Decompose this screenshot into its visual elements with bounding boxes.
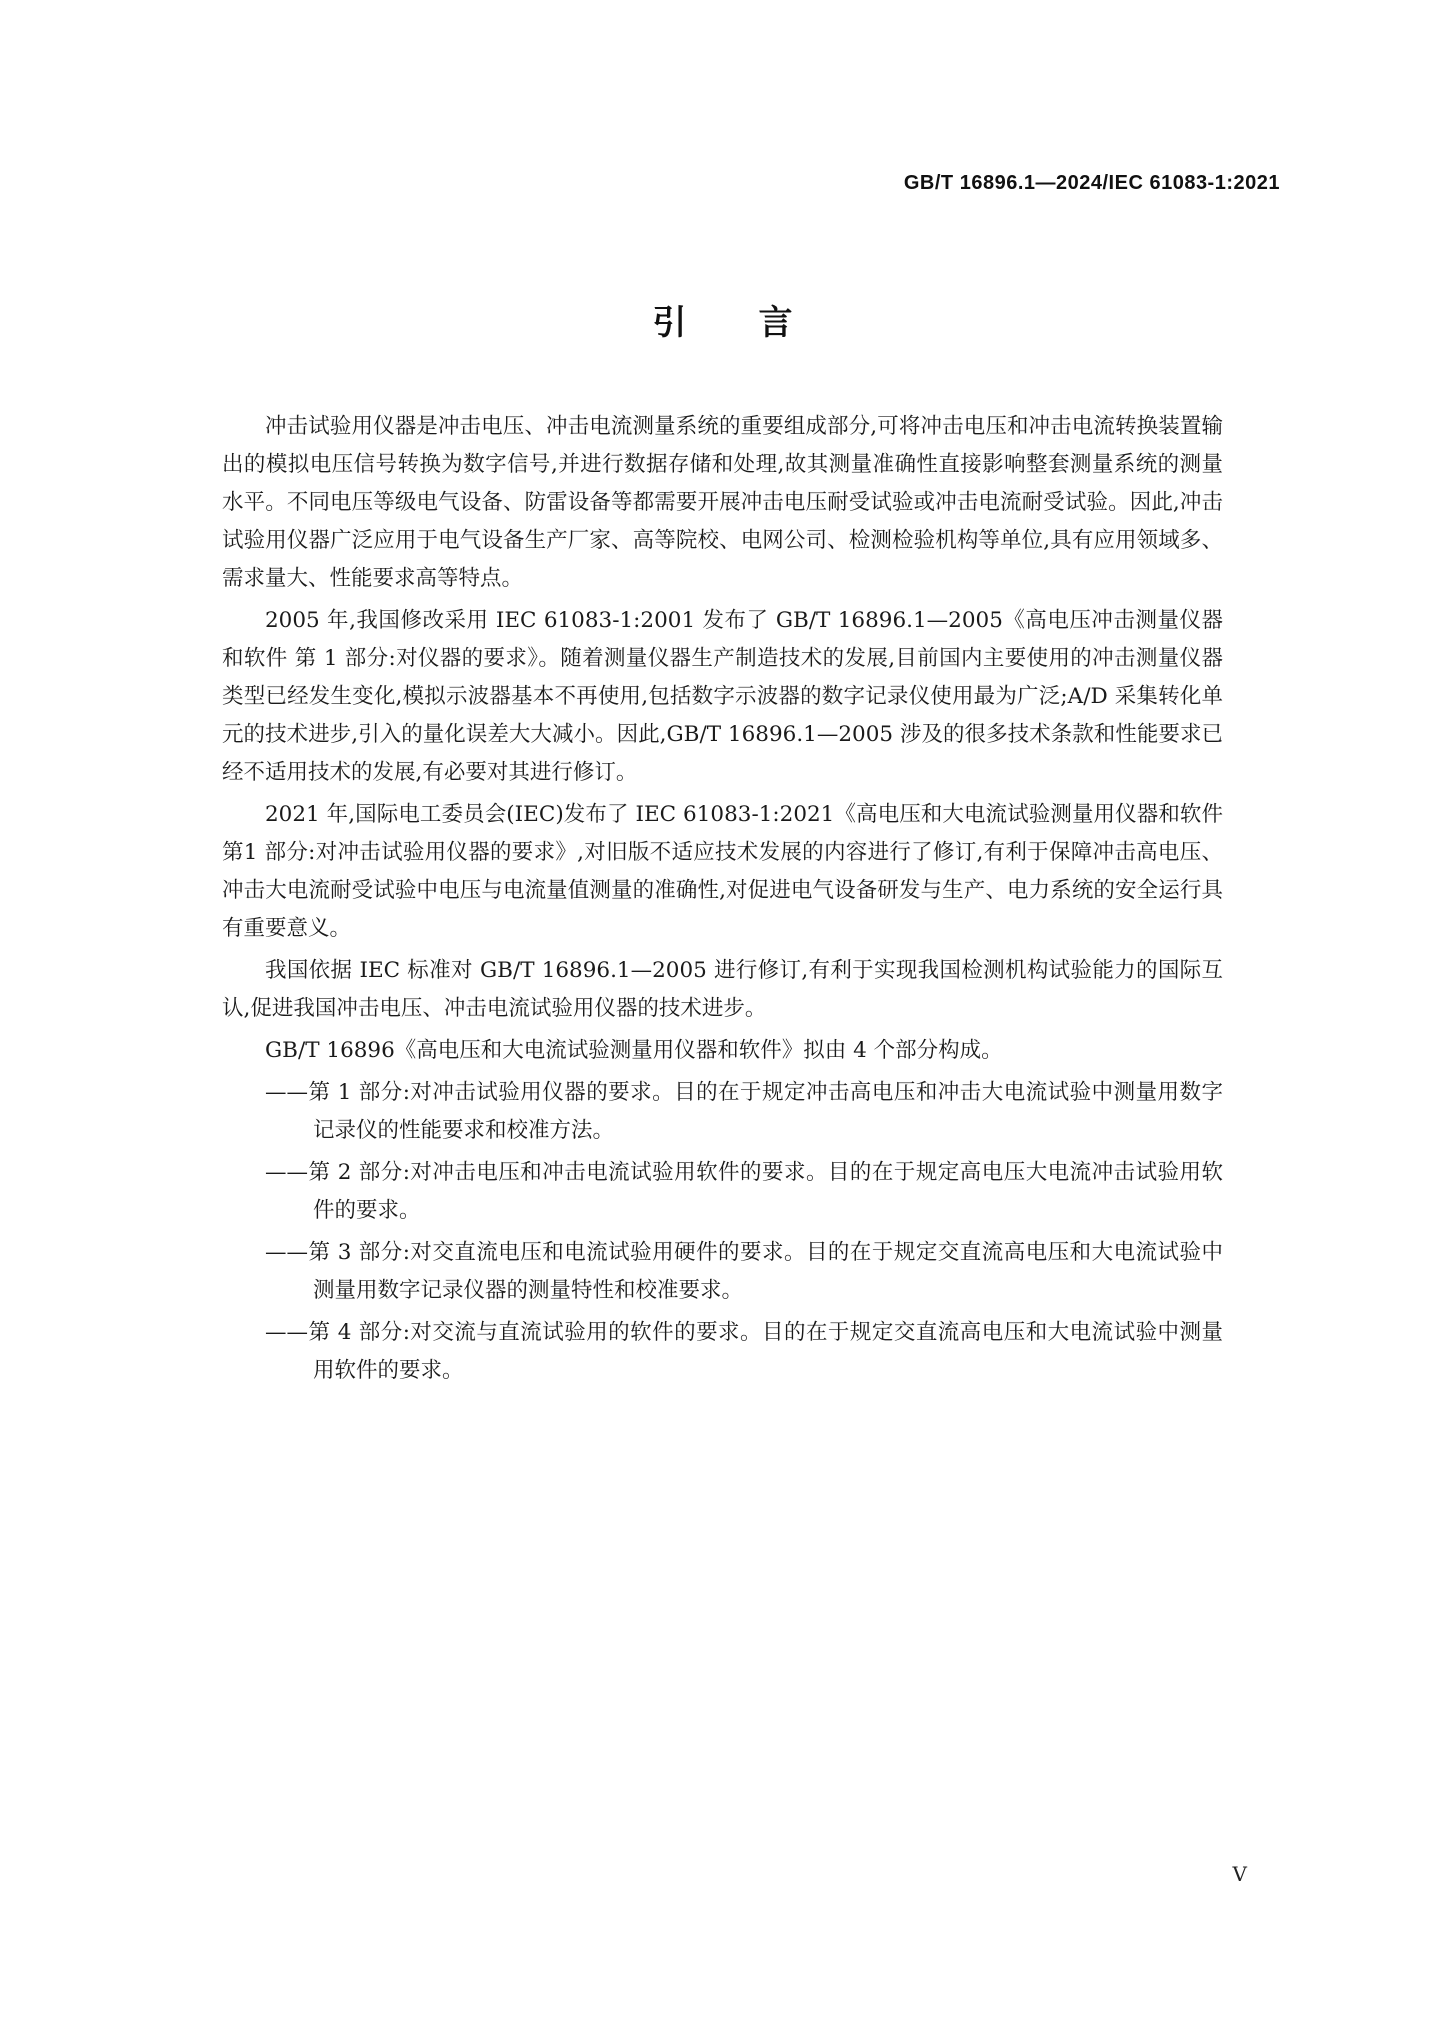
paragraph-importance: 冲击试验用仪器是冲击电压、冲击电流测量系统的重要组成部分,可将冲击电压和冲击电流转换装置输出的模拟电压信号转换为数字信号,并进行数据存储和处理,故其测量准确性直接影响整套测量系统的测量水平。不同电压等级电气设备、防雷设备等都需要开展冲击电压耐受试验或冲击电流耐受试验。因此,冲击试验用仪器广泛应用于电气设备生产厂家、高等院校、电网公司、检测检验机构等单位,具有应用领域多、需求量大、性能要求高等特点。 [222,414,1223,591]
standard-number-header: GB/T 16896.1—2024/IEC 61083-1:2021 [903,172,1280,194]
part-2-description: ——第 2 部分:对冲击电压和冲击电流试验用软件的要求。目的在于规定高电压大电流冲击试验用软件的要求。 [265,1160,1223,1223]
list-item [222,1314,1223,1390]
parts-list [222,1074,1223,1390]
page-title: 引言 [652,303,865,343]
list-item [222,1154,1223,1230]
paragraph-revision-basis: 我国依据 IEC 标准对 GB/T 16896.1—2005 进行修订,有利于实现我国检测机构试验能力的国际互认,促进我国冲击电压、冲击电流试验用仪器的技术进步。 [222,958,1223,1021]
paragraph-iec-2021: 2021 年,国际电工委员会(IEC)发布了 IEC 61083-1:2021《高电压和大电流试验测量用仪器和软件 第1 部分:对冲击试验用仪器的要求》,对旧版不适应技术发展的内容进行了修订,有利于保障冲击高电压、冲击大电流耐受试验中电压与电流量值测量的准确性,对促进电气设备研发与生产、电力系统的安全运行具有重要意义。 [222,802,1223,941]
part-3-description: ——第 3 部分:对交直流电压和电流试验用硬件的要求。目的在于规定交直流高电压和大电流试验中测量用数字记录仪器的测量特性和校准要求。 [265,1240,1223,1303]
paragraph-history-2005: 2005 年,我国修改采用 IEC 61083-1:2001 发布了 GB/T 16896.1—2005《高电压冲击测量仪器和软件 第 1 部分:对仪器的要求》。随着测量仪器生产制造技术的发展,目前国内主要使用的冲击测量仪器类型已经发生变化,模拟示波器基本不再使用,包括数字示波器的数字记录仪使用最为广泛;A/D 采集转化单元的技术进步,引入的量化误差大大减小。因此,GB/T 16896.1—2005 涉及的很多技术条款和性能要求已经不适用技术的发展,有必要对其进行修订。 [222,608,1223,785]
list-item [222,1234,1223,1310]
list-item [222,1074,1223,1150]
part-4-description: ——第 4 部分:对交流与直流试验用的软件的要求。目的在于规定交直流高电压和大电流试验中测量用软件的要求。 [265,1320,1223,1383]
introduction-body [222,408,1223,1394]
paragraph-parts-intro: GB/T 16896《高电压和大电流试验测量用仪器和软件》拟由 4 个部分构成。 [265,1038,1003,1063]
part-1-description: ——第 1 部分:对冲击试验用仪器的要求。目的在于规定冲击高电压和冲击大电流试验中测量用数字记录仪的性能要求和校准方法。 [265,1080,1223,1143]
page-number: V [1232,1862,1247,1886]
